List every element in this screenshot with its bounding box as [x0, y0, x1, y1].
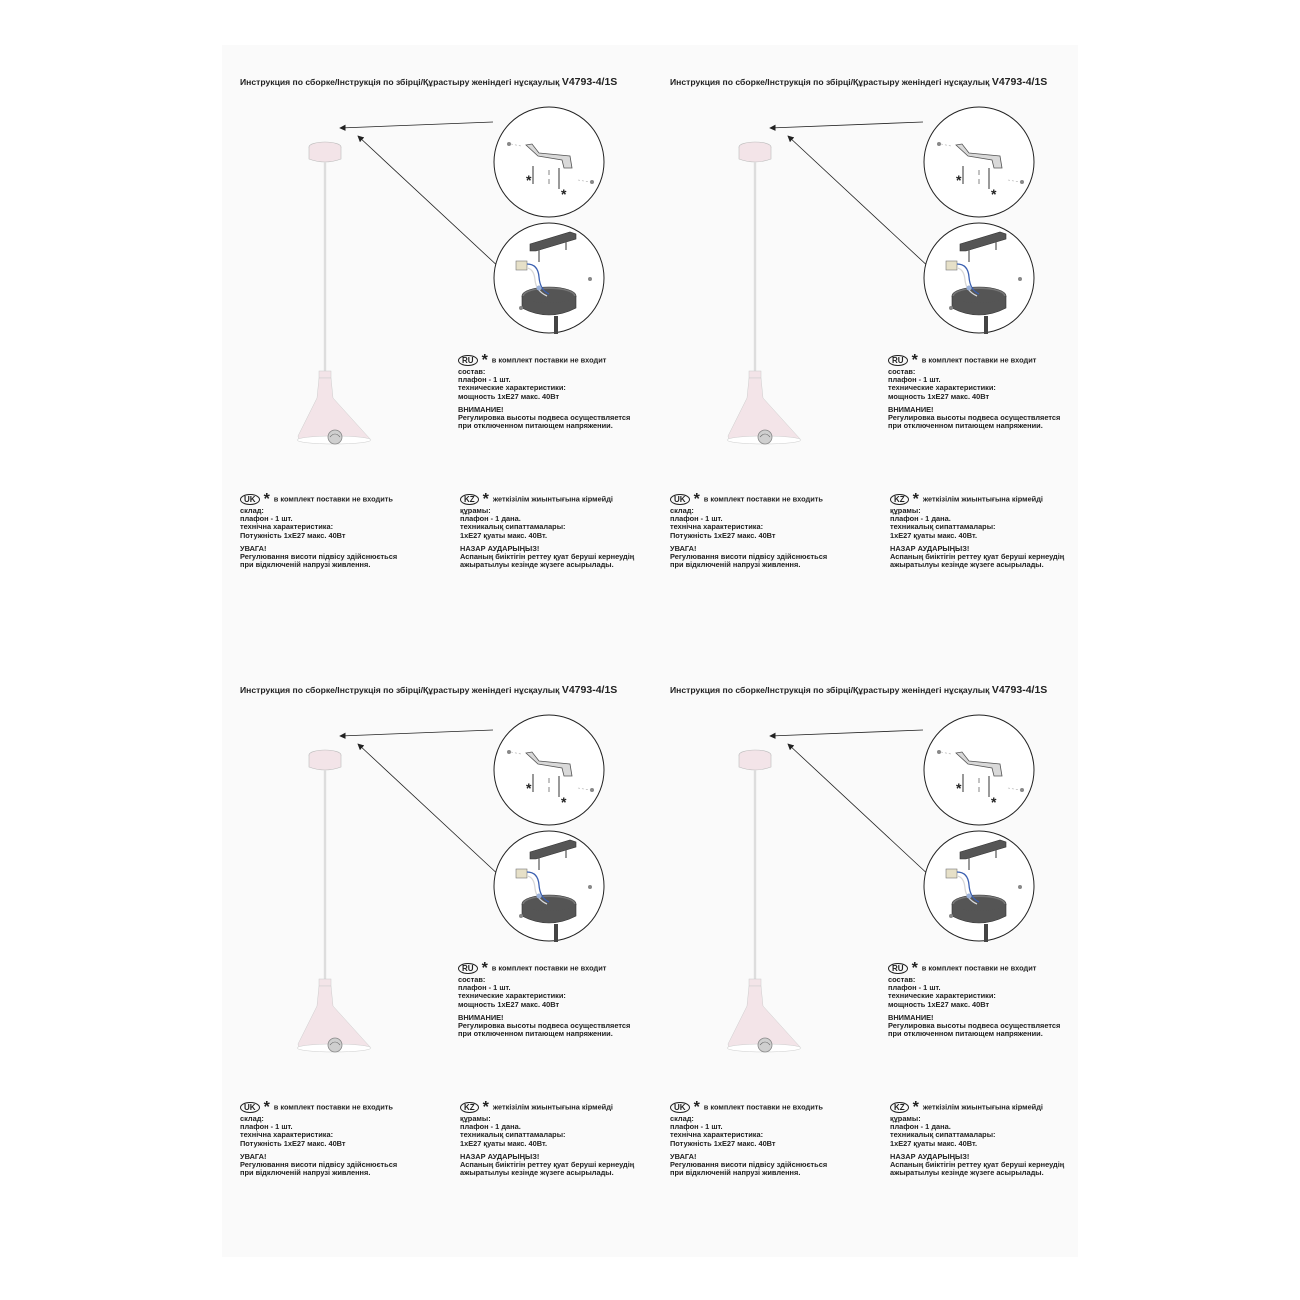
ru-warning-line: Регулировка высоты подвеса осуществляется: [888, 413, 1061, 423]
uk-block: UK * в комплект поставки не входить склад: плафон - 1 шт. технічна характеристика: Потужність 1хЕ27 макс. 40Вт УВАГА! Регулювання висоти підвісу здійснюється при відключеній напрузі живлення.: [240, 1098, 398, 1178]
kz-badge: KZ: [890, 494, 909, 505]
instruction-title: Инструкция по сборке/Інструкція по збірці/Құрастыру женіндегі нұсқаулық V4793-4/1S: [670, 76, 1048, 88]
svg-text:*: *: [561, 794, 567, 810]
kz-badge: KZ: [890, 1102, 909, 1113]
ru-warning-line: Регулировка высоты подвеса осуществляется: [888, 1021, 1061, 1031]
arrow-to-canopy-top: [770, 730, 923, 736]
lamp-shade: [297, 979, 371, 1052]
kz-not-included: жеткізілім жиынтығына кірмейді: [922, 1102, 1043, 1112]
kz-block: KZ * жеткізілім жиынтығына кірмейді құрамы: плафон - 1 дана. техникалық сипаттамалары: 1хЕ27 қуаты макс. 40Вт. НАЗАР АУДАРЫҢЫЗ! Аспаның биіктігін реттеу қуат беруші кернеудің ажыратылуы кезінде жүзеге асырылады.: [460, 1098, 635, 1178]
bracket-detail-circle: [494, 107, 604, 217]
uk-block: UK * в комплект поставки не входить склад: плафон - 1 шт. технічна характеристика: Потужність 1хЕ27 макс. 40Вт УВАГА! Регулювання висоти підвісу здійснюється при відключеній напрузі живлення.: [670, 1098, 828, 1178]
lamp-shade: [727, 371, 801, 444]
uk-warning-line: Регулювання висоти підвісу здійснюється: [670, 552, 828, 562]
arrow-to-canopy-top: [770, 122, 923, 128]
svg-text:*: *: [956, 172, 962, 188]
ceiling-canopy: [739, 750, 771, 770]
ru-warning-line: при отключенном питающем напряжении.: [888, 421, 1043, 431]
uk-not-included: в комплект поставки не входить: [273, 494, 393, 504]
ru-badge: RU: [888, 963, 908, 974]
ru-badge: RU: [458, 355, 478, 366]
kz-warning-line: ажыратылуы кезінде жүзеге асырылады.: [460, 1168, 614, 1178]
uk-warning-line: при відключеній напрузі живлення.: [670, 560, 801, 570]
uk-warning-title: УВАГА!: [670, 1151, 697, 1161]
instruction-panel-1: [238, 72, 668, 672]
lamp-shade: [297, 371, 371, 444]
kz-block: KZ * жеткізілім жиынтығына кірмейді құрамы: плафон - 1 дана. техникалық сипаттамалары: 1хЕ27 қуаты макс. 40Вт. НАЗАР АУДАРЫҢЫЗ! Аспаның биіктігін реттеу қуат беруші кернеудің ажыратылуы кезінде жүзеге асырылады.: [460, 490, 635, 570]
arrow-to-canopy-top: [340, 122, 493, 128]
uk-badge: UK: [670, 494, 690, 505]
ceiling-canopy: [309, 142, 341, 162]
ru-warning-line: Регулировка высоты подвеса осуществляется: [458, 1021, 631, 1031]
ru-not-included: в комплект поставки не входит: [921, 963, 1037, 973]
uk-badge: UK: [240, 1102, 260, 1113]
ru-warning-line: при отключенном питающем напряжении.: [458, 1029, 613, 1039]
kz-warning-line: Аспаның биіктігін реттеу қуат беруші кернеудің: [890, 552, 1065, 562]
kz-lines: құрамы: плафон - 1 дана. техникалық сипаттамалары: 1хЕ27 қуаты макс. 40Вт.: [460, 506, 566, 540]
uk-lines: склад: плафон - 1 шт. технічна характеристика: Потужність 1хЕ27 макс. 40Вт: [240, 1114, 346, 1148]
ru-badge: RU: [458, 963, 478, 974]
uk-lines: склад: плафон - 1 шт. технічна характеристика: Потужність 1хЕ27 макс. 40Вт: [240, 506, 346, 540]
uk-not-included: в комплект поставки не входить: [273, 1102, 393, 1112]
ru-not-included: в комплект поставки не входит: [921, 355, 1037, 365]
uk-warning-title: УВАГА!: [240, 1151, 267, 1161]
instruction-panel-4: [668, 680, 1098, 1280]
ru-warning-title: ВНИМАНИЕ!: [888, 404, 934, 414]
wiring-detail-circle: [494, 831, 604, 942]
uk-lines: склад: плафон - 1 шт. технічна характеристика: Потужність 1хЕ27 макс. 40Вт: [670, 1114, 776, 1148]
ru-warning-line: при отключенном питающем напряжении.: [888, 1029, 1043, 1039]
uk-not-included: в комплект поставки не входить: [703, 1102, 823, 1112]
svg-text:*: *: [561, 186, 567, 202]
kz-lines: құрамы: плафон - 1 дана. техникалық сипаттамалары: 1хЕ27 қуаты макс. 40Вт.: [890, 506, 996, 540]
svg-text:*: *: [526, 780, 532, 796]
ru-not-included: в комплект поставки не входит: [491, 355, 607, 365]
ru-warning-title: ВНИМАНИЕ!: [458, 404, 504, 414]
wiring-detail-circle: [924, 223, 1034, 334]
uk-badge: UK: [240, 494, 260, 505]
kz-warning-line: Аспаның биіктігін реттеу қуат беруші кернеудің: [890, 1160, 1065, 1170]
arrow-to-canopy-base: [358, 136, 502, 270]
ru-warning-title: ВНИМАНИЕ!: [458, 1012, 504, 1022]
wiring-detail-circle: [924, 831, 1034, 942]
ru-lines: состав: плафон - 1 шт. технические характеристики: мощность 1хЕ27 макс. 40Вт: [888, 975, 996, 1009]
kz-warning-line: ажыратылуы кезінде жүзеге асырылады.: [890, 560, 1044, 570]
instruction-title: Инструкция по сборке/Інструкція по збірці/Құрастыру женіндегі нұсқаулық V4793-4/1S: [670, 684, 1048, 696]
instruction-title: Инструкция по сборке/Інструкція по збірці/Құрастыру женіндегі нұсқаулық V4793-4/1S: [240, 76, 618, 88]
kz-block: KZ * жеткізілім жиынтығына кірмейді құрамы: плафон - 1 дана. техникалық сипаттамалары: 1хЕ27 қуаты макс. 40Вт. НАЗАР АУДАРЫҢЫЗ! Аспаның биіктігін реттеу қуат беруші кернеудің ажыратылуы кезінде жүзеге асырылады.: [890, 490, 1065, 570]
kz-warning-line: ажыратылуы кезінде жүзеге асырылады.: [890, 1168, 1044, 1178]
arrow-to-canopy-base: [788, 136, 932, 270]
uk-warning-line: при відключеній напрузі живлення.: [670, 1168, 801, 1178]
bracket-detail-circle: [924, 107, 1034, 217]
instruction-panel-2: [668, 72, 1098, 672]
uk-block: UK * в комплект поставки не входить склад: плафон - 1 шт. технічна характеристика: Потужність 1хЕ27 макс. 40Вт УВАГА! Регулювання висоти підвісу здійснюється при відключеній напрузі живлення.: [670, 490, 828, 570]
svg-text:*: *: [991, 186, 997, 202]
instruction-title: Инструкция по сборке/Інструкція по збірці/Құрастыру женіндегі нұсқаулық V4793-4/1S: [240, 684, 618, 696]
uk-warning-title: УВАГА!: [240, 543, 267, 553]
kz-lines: құрамы: плафон - 1 дана. техникалық сипаттамалары: 1хЕ27 қуаты макс. 40Вт.: [460, 1114, 566, 1148]
uk-warning-line: при відключеній напрузі живлення.: [240, 560, 371, 570]
uk-warning-line: Регулювання висоти підвісу здійснюється: [670, 1160, 828, 1170]
kz-warning-line: ажыратылуы кезінде жүзеге асырылады.: [460, 560, 614, 570]
ru-warning-line: при отключенном питающем напряжении.: [458, 421, 613, 431]
ru-badge: RU: [888, 355, 908, 366]
uk-warning-line: Регулювання висоти підвісу здійснюється: [240, 552, 398, 562]
svg-text:*: *: [991, 794, 997, 810]
ru-block: RU * в комплект поставки не входит состав: плафон - 1 шт. технические характеристики: мощность 1хЕ27 макс. 40Вт ВНИМАНИЕ! Регулировка высоты подвеса осуществляется при отключенном питающем напряжении.: [458, 351, 631, 431]
ru-lines: состав: плафон - 1 шт. технические характеристики: мощность 1хЕ27 макс. 40Вт: [458, 975, 566, 1009]
kz-warning-title: НАЗАР АУДАРЫҢЫЗ!: [890, 1151, 970, 1161]
ru-block: RU * в комплект поставки не входит состав: плафон - 1 шт. технические характеристики: мощность 1хЕ27 макс. 40Вт ВНИМАНИЕ! Регулировка высоты подвеса осуществляется при отключенном питающем напряжении.: [888, 959, 1061, 1039]
arrow-to-canopy-top: [340, 730, 493, 736]
ru-block: RU * в комплект поставки не входит состав: плафон - 1 шт. технические характеристики: мощность 1хЕ27 макс. 40Вт ВНИМАНИЕ! Регулировка высоты подвеса осуществляется при отключенном питающем напряжении.: [458, 959, 631, 1039]
uk-badge: UK: [670, 1102, 690, 1113]
kz-badge: KZ: [460, 494, 479, 505]
lamp-shade: [727, 979, 801, 1052]
ceiling-canopy: [309, 750, 341, 770]
kz-not-included: жеткізілім жиынтығына кірмейді: [492, 1102, 613, 1112]
kz-warning-line: Аспаның биіктігін реттеу қуат беруші кернеудің: [460, 1160, 635, 1170]
kz-block: KZ * жеткізілім жиынтығына кірмейді құрамы: плафон - 1 дана. техникалық сипаттамалары: 1хЕ27 қуаты макс. 40Вт. НАЗАР АУДАРЫҢЫЗ! Аспаның биіктігін реттеу қуат беруші кернеудің ажыратылуы кезінде жүзеге асырылады.: [890, 1098, 1065, 1178]
kz-warning-title: НАЗАР АУДАРЫҢЫЗ!: [460, 1151, 540, 1161]
kz-not-included: жеткізілім жиынтығына кірмейді: [492, 494, 613, 504]
uk-warning-line: при відключеній напрузі живлення.: [240, 1168, 371, 1178]
ru-block: RU * в комплект поставки не входит состав: плафон - 1 шт. технические характеристики: мощность 1хЕ27 макс. 40Вт ВНИМАНИЕ! Регулировка высоты подвеса осуществляется при отключенном питающем напряжении.: [888, 351, 1061, 431]
ru-lines: состав: плафон - 1 шт. технические характеристики: мощность 1хЕ27 макс. 40Вт: [458, 367, 566, 401]
wiring-detail-circle: [494, 223, 604, 334]
uk-warning-title: УВАГА!: [670, 543, 697, 553]
uk-not-included: в комплект поставки не входить: [703, 494, 823, 504]
arrow-to-canopy-base: [358, 744, 502, 878]
ru-warning-title: ВНИМАНИЕ!: [888, 1012, 934, 1022]
uk-block: UK * в комплект поставки не входить склад: плафон - 1 шт. технічна характеристика: Потужність 1хЕ27 макс. 40Вт УВАГА! Регулювання висоти підвісу здійснюється при відключеній напрузі живлення.: [240, 490, 398, 570]
kz-warning-title: НАЗАР АУДАРЫҢЫЗ!: [890, 543, 970, 553]
svg-text:*: *: [956, 780, 962, 796]
instruction-panel-3: [238, 680, 668, 1280]
kz-lines: құрамы: плафон - 1 дана. техникалық сипаттамалары: 1хЕ27 қуаты макс. 40Вт.: [890, 1114, 996, 1148]
kz-not-included: жеткізілім жиынтығына кірмейді: [922, 494, 1043, 504]
ceiling-canopy: [739, 142, 771, 162]
ru-warning-line: Регулировка высоты подвеса осуществляется: [458, 413, 631, 423]
ru-not-included: в комплект поставки не входит: [491, 963, 607, 973]
svg-text:*: *: [526, 172, 532, 188]
kz-warning-line: Аспаның биіктігін реттеу қуат беруші кернеудің: [460, 552, 635, 562]
bracket-detail-circle: [494, 715, 604, 825]
ru-lines: состав: плафон - 1 шт. технические характеристики: мощность 1хЕ27 макс. 40Вт: [888, 367, 996, 401]
bracket-detail-circle: [924, 715, 1034, 825]
arrow-to-canopy-base: [788, 744, 932, 878]
uk-warning-line: Регулювання висоти підвісу здійснюється: [240, 1160, 398, 1170]
kz-badge: KZ: [460, 1102, 479, 1113]
kz-warning-title: НАЗАР АУДАРЫҢЫЗ!: [460, 543, 540, 553]
uk-lines: склад: плафон - 1 шт. технічна характеристика: Потужність 1хЕ27 макс. 40Вт: [670, 506, 776, 540]
